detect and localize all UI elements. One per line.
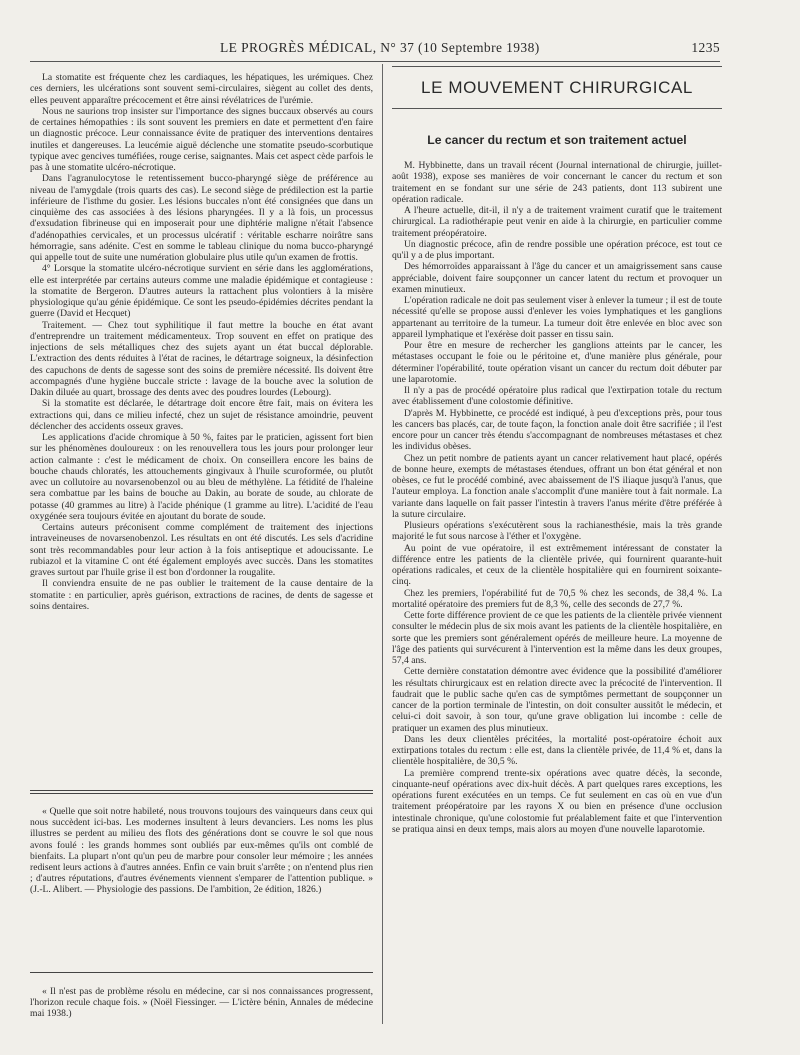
paragraph: Dans l'agranulocytose le retentissement bucco-pharyngé siège de préférence au niveau de l'amygdale (trois quarts des cas). Le second siège de prédilection est la partie inférieure de l'isthme du gosier. Les lésions buccales n'ont été consignées que dans un cinquième des cas associées à des lésions pharyngées. Il y a là fois, un processus d'exsudation fibrineuse qui en imposerait pour une diphtérie maligne n'était l'absence d'adénopathies cervicales, et un processus ulcératif : véritable escharre noirâtre sans hémorragie, sans adénite. C'est en somme le tableau clinique du noma bucco-pharyngé qui appelle tout de suite une numération globulaire plus utile qu'un examen de frottis.	[30, 173, 373, 263]
running-header	[30, 36, 720, 58]
paragraph: Au point de vue opératoire, il est extrêmement intéressant de constater la différence entre les patients de la clientèle privée, qui fournirent quarante-huit opérations radicales, et ceux de la clientèle hospitalière qui en fournirent soixante-cinq.	[392, 542, 722, 588]
paragraph: Cette forte différence provient de ce que les patients de la clientèle privée viennent consulter le médecin plus de six mois avant les patients de la clientèle hospitalière, en sorte que les premiers sont généralement opérés de meilleure heure. La moyenne de l'âge des patients qui survécurent à l'intervention est la même dans les deux groupes, 57,4 ans.	[392, 610, 722, 666]
column-divider	[382, 64, 383, 1024]
paragraph: La stomatite est fréquente chez les cardiaques, les hépatiques, les urémiques. Chez ces derniers, les ulcérations sont souvent semi-circulaires, siègent au collet des dents, elles peuvent apparaître précocement et être ainsi révélatrices de l'urémie.	[30, 72, 373, 106]
paragraph: Plusieurs opérations s'exécutèrent sous la rachianesthésie, mais la très grande majorité le fut sous narcose à l'éther et l'oxygène.	[392, 520, 722, 543]
quote-alibert	[30, 806, 373, 896]
paragraph: Pour être en mesure de rechercher les ganglions atteints par le cancer, les métastases occupant le foie ou le péritoine et, d'une manière plus générale, pour déterminer l'opérabilité, toute opération visant un cancer du rectum doit débuter par une laparotomie.	[392, 340, 722, 385]
quote-text: « Quelle que soit notre habileté, nous trouvons toujours des vainqueurs dans ceux qui nous succèdent ici-bas. Les modernes insultent à leurs devanciers. Les noms les plus illustres se perdent au milieu des flots des générations dont se couvre le sol que nous avons foulé : les grands hommes sont oubliés par eux-mêmes qu'ils ont comblé de bienfaits. La plupart n'ont qu'un peu de marbre pour consoler leur mémoire ; les années redisent leurs actions à d'autres années. Enfin ce vain bruit s'arrête ; on n'entend plus rien ; d'autres réputations, d'autres événements viennent s'emparer de l'attention publique. » (J.-L. Alibert. — Physiologie des passions. De l'ambition, 2e édition, 1826.)	[30, 806, 373, 896]
header-rule	[30, 61, 720, 62]
paragraph: Cette dernière constatation démontre avec évidence que la possibilité d'améliorer les résultats chirurgicaux est en relation directe avec la précocité de l'intervention. Il faudrait que le public sache qu'en cas de symptômes permettant de soupçonner un cancer de la portion terminale de l'intestin, on doit consulter aussitôt le médecin, et celui-ci doit savoir, à son tour, qu'une grave obligation lui incombe : celle de pratiquer un examen des plus minutieux.	[392, 666, 722, 734]
quote-text: « Il n'est pas de problème résolu en médecine, car si nos connaissances progressent, l'horizon recule chaque fois. » (Noël Fiessinger. — L'ictère bénin, Annales de médecine mai 1938.)	[30, 986, 373, 1020]
paragraph: Traitement. — Chez tout syphilitique il faut mettre la bouche en état avant d'entreprendre un traitement médicamenteux. Trop souvent en effet on pratique des injections de sels métalliques chez des sujets ayant un état buccal déplorable. L'extraction des dents réduites à l'état de racines, le détartrage soigneux, la désinfection des capuchons de dents de sagesse sont des soins de première nécessité. Ils doivent être accompagnés d'une hygiène buccale stricte : lavage de la bouche avec la solution de Dakin diluée au quart, brossage des dents avec des poudres lourdes (Lebourg).	[30, 319, 373, 398]
paragraph: Si la stomatite est déclarée, le détartrage doit encore être fait, mais on évitera les extractions qui, dans ce milieu infecté, chez un sujet de résistance amoindrie, peuvent déclencher des accidents osseux graves.	[30, 398, 373, 432]
paragraph: Certains auteurs préconisent comme complément de traitement des injections intraveineuses de novarsenobenzol. Les résultats en ont été discutés. Les sels d'acridine sont très recommandables pour leur action à la fois antiseptique et adoucissante. Le rubiazol et la vitamine C ont été également employés avec succès. Dans les stomatites graves surtout par l'huile grise il est bon d'ordonner la rougalite.	[30, 522, 373, 578]
paragraph: Il n'y a pas de procédé opératoire plus radical que l'extirpation totale du rectum avec établissement d'une colostomie définitive.	[392, 385, 722, 408]
paragraph: L'opération radicale ne doit pas seulement viser à enlever la tumeur ; il est de toute nécessité qu'elle se propose aussi d'enlever les voies lymphatiques et les ganglions appartenant au territoire de la tumeur. La tumeur doit être enlevée en bloc avec son appareil lymphatique et l'exérèse doit passer en tissu sain.	[392, 295, 722, 340]
paragraph: A l'heure actuelle, dit-il, il n'y a de traitement vraiment curatif que le traitement chirurgical. La radiothérapie peut venir en aide à la chirurgie, en particulier comme traitement préopératoire.	[392, 205, 722, 239]
separator-rule	[30, 972, 373, 973]
separator-rule	[30, 793, 373, 794]
paragraph: Il conviendra ensuite de ne pas oublier le traitement de la cause dentaire de la stomatite : en particulier, après guérison, extractions de racines, de dents de sagesse et soins dentaires.	[30, 578, 373, 612]
section-rule-top	[392, 66, 722, 67]
paragraph: 4° Lorsque la stomatite ulcéro-nécrotique survient en série dans les agglomérations, elle est interprétée par certains auteurs comme une maladie épidémique et contagieuse : la stomatite de Bergeron. D'autres auteurs la rattachent plus volontiers à la misère physiologique qu'au génie épidémique. Ce sont les pseudo-épidémies décrites pendant la guerre (David et Hecquet)	[30, 263, 373, 320]
paragraph: Les applications d'acide chromique à 50 %, faites par le praticien, agissent fort bien sur les phénomènes douloureux : on les renouvellera tous les jours pour prolonger leur action calmante : c'est le médicament de choix. On conseillera encore les bains de bouche chauds chloratés, les attouchements gingivaux à l'huile scuroformée, ou plutôt avec un collutoire au novarsenobenzol ou au bleu de méthylène. La fétidité de l'haleine sera combattue par les bains de bouche au Dakin, au borate de soude, au chlorate de potasse (40 grammes au litre) à l'acide phénique (1 gramme au litre). L'acidité de l'eau oxygénée sera toujours évitée en ajoutant du borate de soude.	[30, 432, 373, 522]
journal-title: LE PROGRÈS MÉDICAL, N° 37 (10 Septembre 1938)	[220, 40, 540, 55]
paragraph: Chez un petit nombre de patients ayant un cancer relativement haut placé, opérés de bonne heure, exempts de métastases étendues, offrant un bon état général et non obèses, ce fut le procédé combiné, avec abaissement de l'S iliaque jusqu'à l'anus, que l'auteur employa. La fonction anale s'accomplit d'une manière tout à fait normale. La variante dans laquelle on fait passer l'intestin à travers l'anus mérite d'être préférée à la suture circulaire.	[392, 452, 722, 520]
section-heading: LE MOUVEMENT CHIRURGICAL	[421, 78, 693, 97]
right-column	[392, 160, 722, 835]
paragraph: La première comprend trente-six opérations avec quatre décès, la seconde, cinquante-neuf opérations avec dix-huit décès. A part quelques rares exceptions, les opérations furent exécutées en un temps. Ce fut seulement en cas où en vue d'un traitement préopératoire par les rayons X ou bien en présence d'une occlusion intestinale chronique, qu'une colostomie fut préalablement faite et que l'intervention se pratiqua ainsi en deux temps, mais alors au moyen d'une nouvelle laparotomie.	[392, 767, 722, 835]
paragraph: Dans les deux clientèles précitées, la mortalité post-opératoire échoit aux extirpations totales du rectum : elle est, dans la clientèle privée, de 11,4 % et, dans la clientèle hospitalière, de 30,5 %.	[392, 733, 722, 768]
article-title: Le cancer du rectum et son traitement actuel	[427, 133, 687, 147]
paragraph: Nous ne saurions trop insister sur l'importance des signes buccaux observés au cours de certaines hémopathies : ils sont souvent les premiers en date et permettent d'en faire un diagnostic précoce. Leur connaissance évite de pratiquer des interventions dentaires inutiles et dangereuses. La leucémie aiguë déclenche une stomatite pseudo-scorbutique typique avec gencives tuméfiées, rouge cerise, saignantes. Mais cet aspect cède parfois le pas à une stomatite ulcéro-nécrotique.	[30, 105, 373, 173]
paragraph: D'après M. Hybbinette, ce procédé est indiqué, à peu d'exceptions près, pour tous les cancers bas placés, car, de toute façon, la fonction anale doit être sacrifiée ; il l'est encore pour un cancer très étendu s'accompagnant de nombreuses métastases et chez les individus obèses.	[392, 407, 722, 453]
paragraph: Des hémorroïdes apparaissant à l'âge du cancer et un amaigrissement sans cause appréciable, doivent faire soupçonner un cancer latent du rectum et provoquer un examen minutieux.	[392, 261, 722, 295]
separator-rule	[30, 790, 373, 791]
quote-fiessinger	[30, 986, 373, 1020]
left-column	[30, 72, 373, 612]
page-number: 1235	[691, 40, 720, 55]
paragraph: Un diagnostic précoce, afin de rendre possible une opération précoce, est tout ce qu'il y a de plus important.	[392, 238, 722, 261]
paragraph: Chez les premiers, l'opérabilité fut de 70,5 % chez les seconds, de 38,4 %. La mortalité opératoire des premiers fut de 8,3 %, celle des seconds de 27,7 %.	[392, 587, 722, 610]
paragraph: M. Hybbinette, dans un travail récent (Journal international de chirurgie, juillet-août 1938), expose ses manières de voir concernant le cancer du rectum et son traitement en se fondant sur une série de 243 patients, dont 113 subirent une opération radicale.	[392, 160, 722, 205]
section-rule-bottom	[392, 108, 722, 109]
